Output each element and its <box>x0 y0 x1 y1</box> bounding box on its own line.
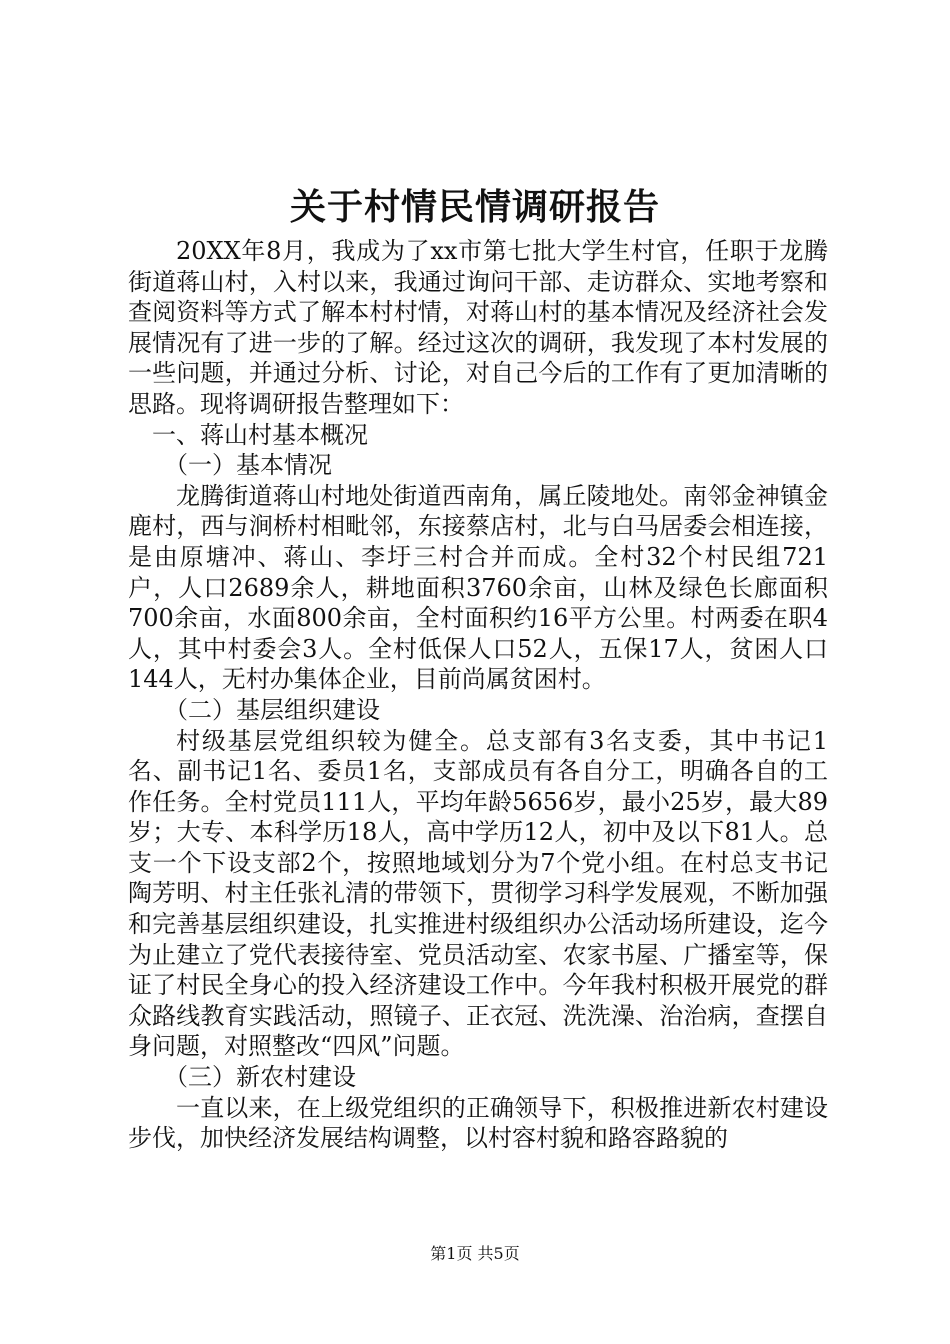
section-heading-overview: 一、蒋山村基本概况 <box>152 420 368 449</box>
subsection-heading-basic-info: （一）基本情况 <box>164 451 332 480</box>
document-body <box>128 236 828 1154</box>
organization-paragraph: 村级基层党组织较为健全。总支部有3名支委，其中书记1名、副书记1名、委员1名，支部成员有各自分工，明确各自的工作任务。全村党员111人，平均年龄5656岁，最小25岁，最大89岁；大专、本科学历18人，高中学历12人，初中及以下81人。总支一个下设支部2个，按照地域划分为7个党小组。在村总支书记陶芳明、村主任张礼清的带领下，贯彻学习科学发展观，不断加强和完善基层组织建设，扎实推进村级组织办公活动场所建设，迄今为止建立了党代表接待室、党员活动室、农家书屋、广播室等，保证了村民全身心的投入经济建设工作中。今年我村积极开展党的群众路线教育实践活动，照镜子、正衣冠、洗洗澡、治治病，查摆自身问题，对照整改“四风”问题。 <box>128 726 828 1061</box>
new-countryside-paragraph: 一直以来，在上级党组织的正确领导下，积极推进新农村建设步伐，加快经济发展结构调整，以村容村貌和路容路貌的 <box>128 1093 828 1153</box>
page-footer: 第1页 共5页 <box>430 1244 520 1263</box>
intro-paragraph: 20XX年8月，我成为了xx市第七批大学生村官，任职于龙腾街道蒋山村，入村以来，我通过询问干部、走访群众、实地考察和查阅资料等方式了解本村村情，对蒋山村的基本情况及经济社会发展情况有了进一步的了解。经过这次的调研，我发现了本村发展的一些问题，并通过分析、讨论，对自己今后的工作有了更加清晰的思路。现将调研报告整理如下： <box>128 237 828 418</box>
subsection-heading-organization: （二）基层组织建设 <box>164 695 380 724</box>
subsection-heading-new-countryside: （三）新农村建设 <box>164 1063 356 1092</box>
basic-info-paragraph: 龙腾街道蒋山村地处街道西南角，属丘陵地处。南邻金神镇金鹿村，西与涧桥村相毗邻，东接蔡店村，北与白马居委会相连接，是由原塘冲、蒋山、李圩三村合并而成。全村32个村民组721户，人口2689余人，耕地面积3760余亩，山林及绿色长廊面积700余亩，水面800余亩，全村面积约16平方公里。村两委在职4人，其中村委会3人。全村低保人口52人，五保17人，贫困人口144人，无村办集体企业，目前尚属贫困村。 <box>128 481 828 694</box>
document-title: 关于村情民情调研报告 <box>289 186 660 228</box>
